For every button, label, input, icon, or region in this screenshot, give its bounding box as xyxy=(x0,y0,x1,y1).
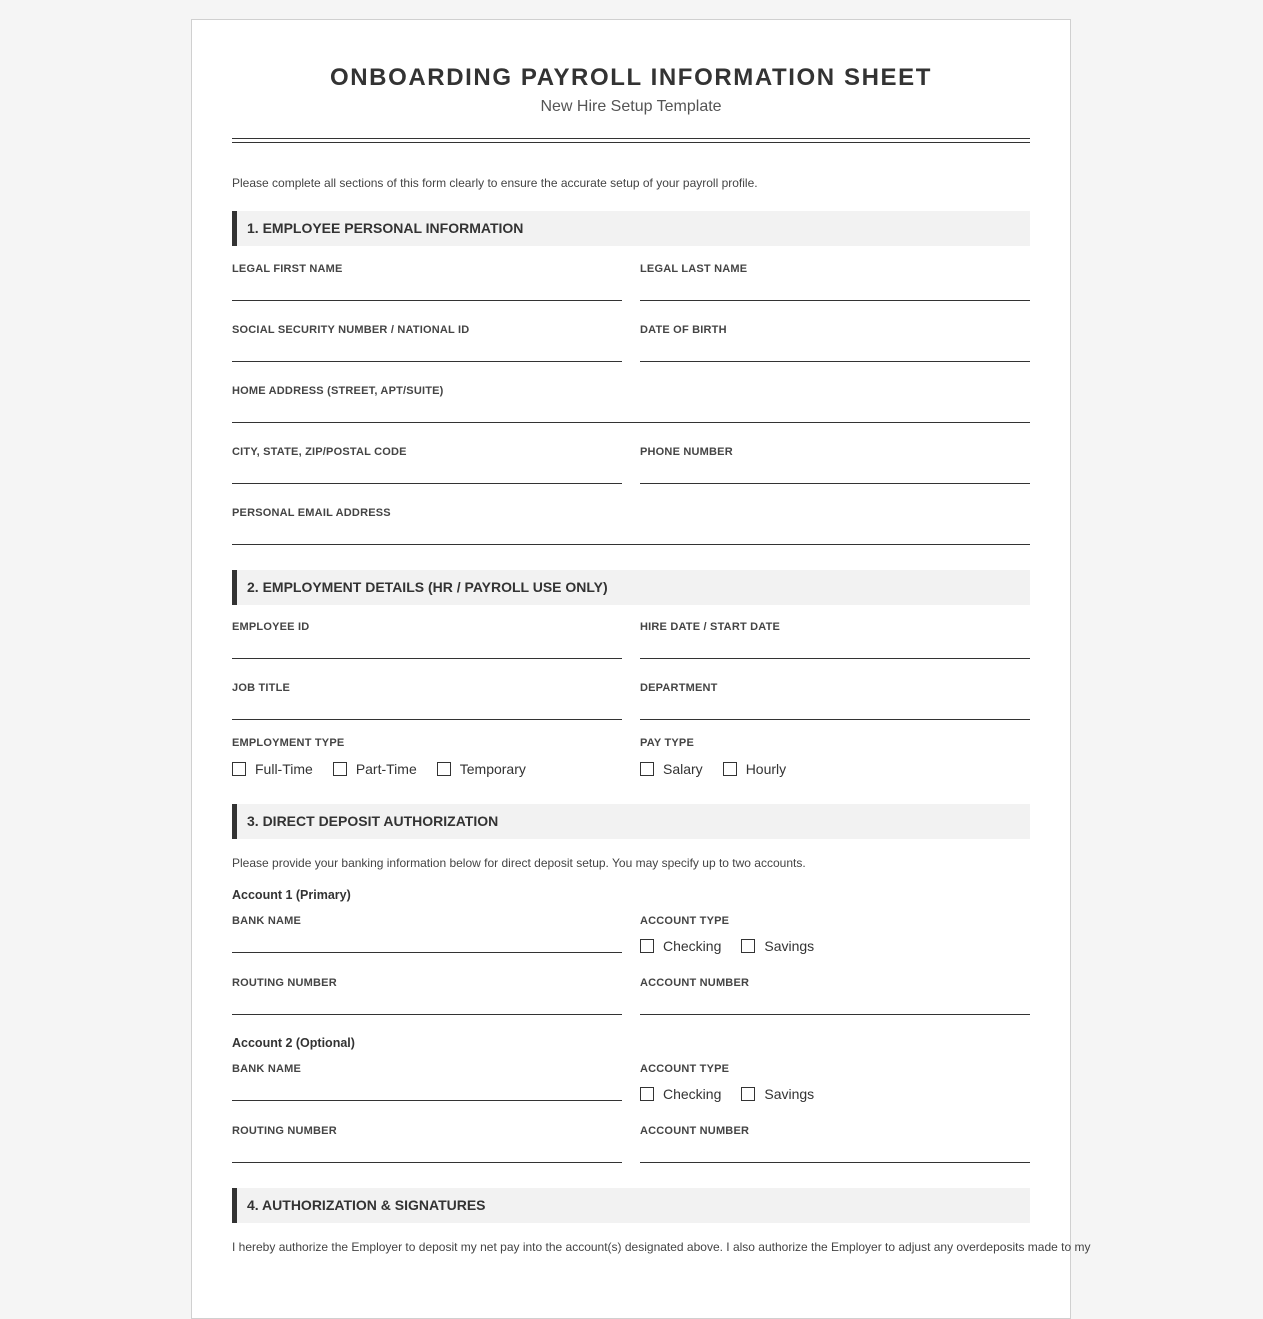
account-1-heading: Account 1 (Primary) xyxy=(232,888,351,902)
row-id-hire xyxy=(232,620,1030,659)
employment-type-field xyxy=(232,736,622,777)
dob-input[interactable] xyxy=(640,337,1030,362)
department-label: DEPARTMENT xyxy=(640,682,718,694)
city-field xyxy=(232,445,622,484)
hire-date-field xyxy=(640,620,1030,659)
account-2-routing-field xyxy=(232,1124,622,1163)
account-type-label: ACCOUNT TYPE xyxy=(640,1063,730,1075)
ssn-input[interactable] xyxy=(232,337,622,362)
row-city-phone xyxy=(232,445,1030,484)
row-ssn-dob xyxy=(232,323,1030,362)
ssn-field xyxy=(232,323,622,362)
employment-type-options xyxy=(232,761,622,777)
pay-type-label: PAY TYPE xyxy=(640,737,694,749)
row-names xyxy=(232,262,1030,301)
account-1-type-options xyxy=(640,938,1030,954)
account-number-label: ACCOUNT NUMBER xyxy=(640,977,750,989)
dob-field xyxy=(640,323,1030,362)
phone-field xyxy=(640,445,1030,484)
routing-label: ROUTING NUMBER xyxy=(232,1125,337,1137)
option-label: Checking xyxy=(663,938,722,954)
option-temporary[interactable] xyxy=(437,761,526,777)
checkbox[interactable] xyxy=(723,762,737,776)
account-1-routing-input[interactable] xyxy=(232,990,622,1015)
account-2-heading: Account 2 (Optional) xyxy=(232,1036,355,1050)
row-title-dept xyxy=(232,681,1030,720)
account-1-number-input[interactable] xyxy=(640,990,1030,1015)
city-label: CITY, STATE, ZIP/POSTAL CODE xyxy=(232,446,407,458)
option-label: Salary xyxy=(663,761,703,777)
checkbox[interactable] xyxy=(741,939,755,953)
bank-name-label: BANK NAME xyxy=(232,915,302,927)
option-savings[interactable] xyxy=(741,1086,814,1102)
checkbox[interactable] xyxy=(640,1087,654,1101)
checkbox[interactable] xyxy=(640,762,654,776)
form-page xyxy=(191,19,1091,1319)
option-label: Temporary xyxy=(459,761,526,777)
row-types xyxy=(232,736,1030,777)
phone-label: PHONE NUMBER xyxy=(640,446,733,458)
account-2-routing-input[interactable] xyxy=(232,1138,622,1163)
authorization-text: I hereby authorize the Employer to deposit my net pay into the account(s) designated above. I also authorize the Employer to adjust any overdeposits made to my xyxy=(232,1240,1091,1254)
intro-text: Please complete all sections of this form clearly to ensure the accurate setup of your payroll profile. xyxy=(232,176,758,190)
department-input[interactable] xyxy=(640,695,1030,720)
bank-name-label: BANK NAME xyxy=(232,1063,302,1075)
email-field xyxy=(232,506,1030,545)
checkbox[interactable] xyxy=(437,762,451,776)
email-label: PERSONAL EMAIL ADDRESS xyxy=(232,507,391,519)
option-label: Part-Time xyxy=(355,761,417,777)
routing-label: ROUTING NUMBER xyxy=(232,977,337,989)
option-part-time[interactable] xyxy=(333,761,417,777)
option-label: Savings xyxy=(764,1086,815,1102)
department-field xyxy=(640,681,1030,720)
first-name-field xyxy=(232,262,622,301)
option-savings[interactable] xyxy=(741,938,814,954)
job-title-label: JOB TITLE xyxy=(232,682,291,694)
employment-type-label: EMPLOYMENT TYPE xyxy=(232,737,345,749)
ssn-label: SOCIAL SECURITY NUMBER / NATIONAL ID xyxy=(232,324,470,336)
option-label: Full-Time xyxy=(255,761,313,777)
first-name-label: LEGAL FIRST NAME xyxy=(232,263,343,275)
option-checking[interactable] xyxy=(640,938,721,954)
last-name-label: LEGAL LAST NAME xyxy=(640,263,748,275)
checkbox[interactable] xyxy=(333,762,347,776)
deposit-note: Please provide your banking information below for direct deposit setup. You may specify up to two accounts. xyxy=(232,856,806,870)
dob-label: DATE OF BIRTH xyxy=(640,324,727,336)
section-direct-deposit-header: 3. DIRECT DEPOSIT AUTHORIZATION xyxy=(232,804,1030,839)
option-hourly[interactable] xyxy=(723,761,786,777)
document-subtitle: New Hire Setup Template xyxy=(540,98,722,115)
email-input[interactable] xyxy=(232,520,1030,545)
row-account-2-numbers xyxy=(232,1124,1030,1163)
section-employment-header: 2. EMPLOYMENT DETAILS (HR / PAYROLL USE ONLY) xyxy=(232,570,1030,605)
account-number-label: ACCOUNT NUMBER xyxy=(640,1125,750,1137)
account-1-routing-field xyxy=(232,976,622,1015)
checkbox[interactable] xyxy=(640,939,654,953)
title-divider xyxy=(232,138,1030,143)
address-input[interactable] xyxy=(232,398,1030,423)
last-name-field xyxy=(640,262,1030,301)
document-title: ONBOARDING PAYROLL INFORMATION SHEET xyxy=(329,64,933,91)
account-2-bank-field xyxy=(232,1062,622,1102)
option-label: Savings xyxy=(764,938,815,954)
account-2-type-field xyxy=(640,1062,1030,1102)
section-authorization-header: 4. AUTHORIZATION & SIGNATURES xyxy=(232,1188,1030,1223)
city-input[interactable] xyxy=(232,459,622,484)
option-salary[interactable] xyxy=(640,761,703,777)
account-1-type-field xyxy=(640,914,1030,954)
section-personal-info-header: 1. EMPLOYEE PERSONAL INFORMATION xyxy=(232,211,1030,246)
row-account-2-bank xyxy=(232,1062,1030,1102)
hire-date-input[interactable] xyxy=(640,634,1030,659)
account-2-number-field xyxy=(640,1124,1030,1163)
phone-input[interactable] xyxy=(640,459,1030,484)
option-label: Hourly xyxy=(745,761,787,777)
row-address xyxy=(232,384,1030,423)
account-1-number-field xyxy=(640,976,1030,1015)
address-label: HOME ADDRESS (STREET, APT/SUITE) xyxy=(232,385,444,397)
account-1-bank-input[interactable] xyxy=(232,928,622,953)
employee-id-input[interactable] xyxy=(232,634,622,659)
account-type-label: ACCOUNT TYPE xyxy=(640,915,730,927)
employee-id-field xyxy=(232,620,622,659)
option-label: Checking xyxy=(663,1086,722,1102)
checkbox[interactable] xyxy=(741,1087,755,1101)
row-account-1-bank xyxy=(232,914,1030,954)
checkbox[interactable] xyxy=(232,762,246,776)
account-2-type-options xyxy=(640,1086,1030,1102)
account-2-bank-input[interactable] xyxy=(232,1076,622,1101)
account-1-bank-field xyxy=(232,914,622,954)
option-checking[interactable] xyxy=(640,1086,721,1102)
employee-id-label: EMPLOYEE ID xyxy=(232,621,310,633)
job-title-field xyxy=(232,681,622,720)
address-field xyxy=(232,384,1030,423)
last-name-input[interactable] xyxy=(640,276,1030,301)
row-email xyxy=(232,506,1030,545)
hire-date-label: HIRE DATE / START DATE xyxy=(640,621,781,633)
row-account-1-numbers xyxy=(232,976,1030,1015)
pay-type-field xyxy=(640,736,1030,777)
first-name-input[interactable] xyxy=(232,276,622,301)
job-title-input[interactable] xyxy=(232,695,622,720)
option-full-time[interactable] xyxy=(232,761,313,777)
pay-type-options xyxy=(640,761,1030,777)
account-2-number-input[interactable] xyxy=(640,1138,1030,1163)
